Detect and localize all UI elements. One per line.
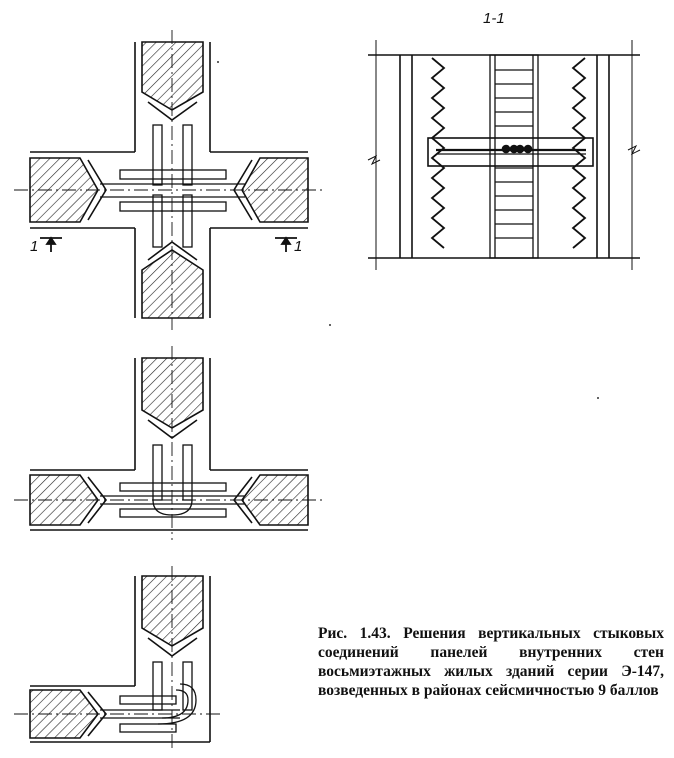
figure-caption	[318, 624, 664, 700]
top-panel	[142, 42, 203, 110]
horizontal-tie	[428, 138, 593, 166]
l-joint-detail	[14, 566, 222, 752]
t-top-panel	[142, 358, 203, 428]
cross-joint-detail	[14, 30, 322, 330]
l-top-panel	[142, 576, 203, 646]
section-title: 1-1	[483, 10, 505, 27]
bottom-panel	[142, 250, 203, 318]
cut-mark-left-label: 1	[30, 238, 39, 255]
cut-mark-right-label: 1	[294, 238, 303, 255]
figure-number: Рис. 1.43.	[318, 625, 391, 642]
right-panel	[242, 158, 308, 222]
section-1-1-detail	[368, 40, 640, 270]
right-shear-keys	[573, 58, 585, 248]
t-rebar	[100, 445, 245, 517]
t-joint-detail	[14, 346, 322, 540]
l-rebar	[100, 662, 196, 732]
t-right-panel	[242, 475, 308, 525]
caption-text: Решения вертикальных стыковых соединений панелей внутренних стен восьмиэтажных жилых зданий серии Э-147, возведенных в районах сейсмичностью 9 баллов	[318, 625, 665, 699]
left-shear-keys	[432, 58, 444, 248]
rebar-cage	[490, 55, 538, 258]
